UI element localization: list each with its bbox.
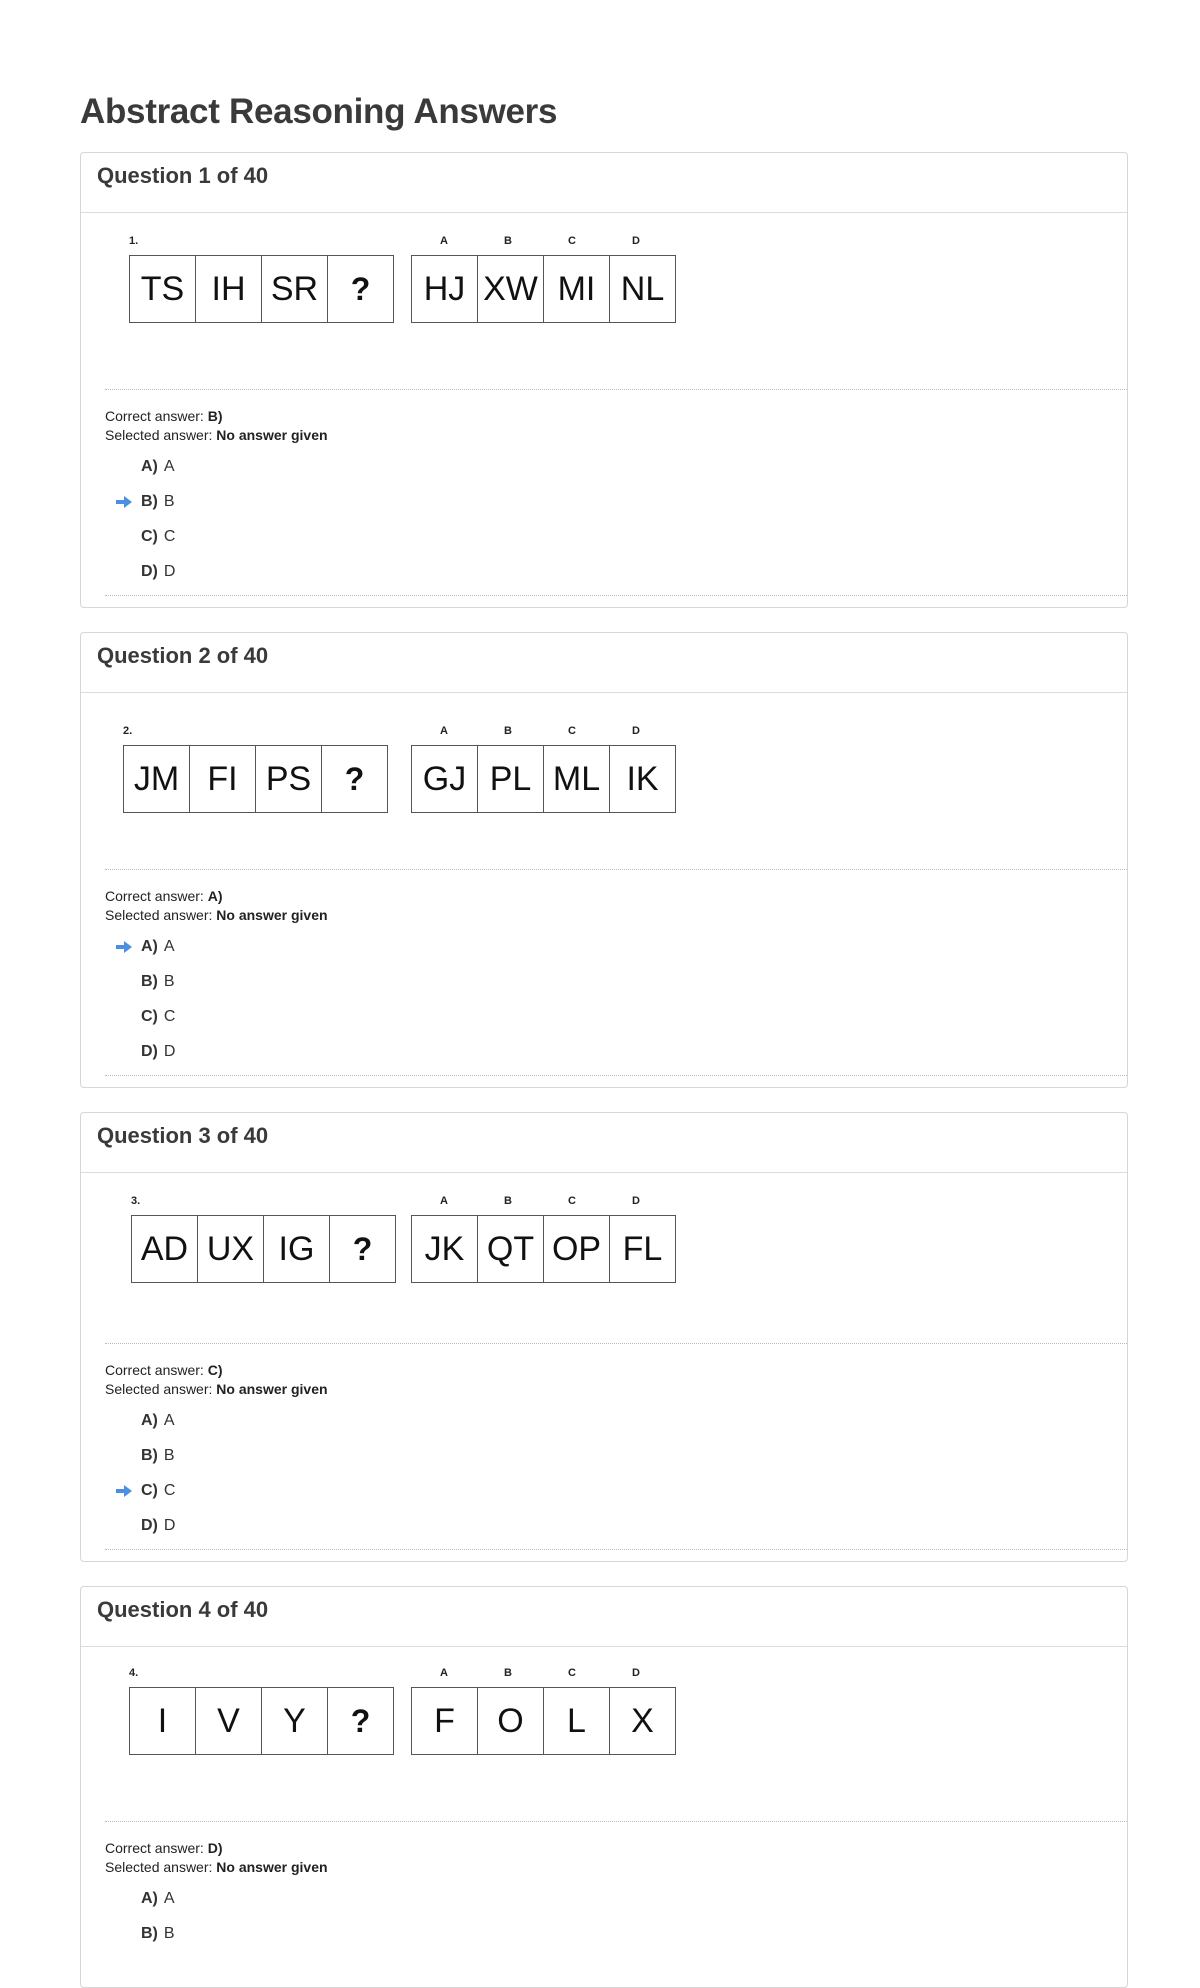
sequence-cell: IG <box>263 1215 330 1283</box>
option-header: C <box>568 235 576 247</box>
sequence-cell: Y <box>261 1687 328 1755</box>
option-cells <box>411 1215 676 1283</box>
answer-choice[interactable] <box>115 1881 175 1916</box>
question-body <box>81 1647 1127 1987</box>
option-cell: ML <box>543 745 610 813</box>
correct-arrow-icon <box>115 1484 141 1498</box>
question-title: Question 2 of 40 <box>97 643 269 668</box>
answer-choice[interactable] <box>115 449 175 484</box>
option-cell: PL <box>477 745 544 813</box>
choice-letter: A) <box>141 457 158 475</box>
sequence-cell: IH <box>195 255 262 323</box>
missing-cell: ? <box>329 1215 396 1283</box>
sequence-cell: AD <box>131 1215 198 1283</box>
option-header: A <box>440 725 448 737</box>
option-cell: QT <box>477 1215 544 1283</box>
answer-choice[interactable] <box>115 554 175 589</box>
option-header: D <box>632 1195 640 1207</box>
question-body <box>81 213 1127 607</box>
question-body <box>81 1173 1127 1561</box>
selected-answer-label: Selected answer: <box>105 427 217 443</box>
correct-answer-label: Correct answer: <box>105 888 208 904</box>
option-header: D <box>632 1667 640 1679</box>
answer-choice[interactable] <box>115 1403 175 1438</box>
correct-answer-label: Correct answer: <box>105 408 208 424</box>
option-header: A <box>440 1667 448 1679</box>
divider <box>105 1549 1127 1550</box>
question-number: 4. <box>129 1667 139 1679</box>
question-header <box>81 153 1127 213</box>
divider <box>105 389 1127 390</box>
option-cell: XW <box>477 255 544 323</box>
option-header: B <box>504 1195 512 1207</box>
option-cell: F <box>411 1687 478 1755</box>
choice-text: C <box>163 1481 176 1499</box>
answer-choice[interactable] <box>115 519 175 554</box>
choice-letter: A) <box>141 1411 158 1429</box>
selected-answer-label: Selected answer: <box>105 907 217 923</box>
question-title: Question 1 of 40 <box>97 163 269 188</box>
correct-answer-value: B) <box>207 408 223 424</box>
correct-answer-line <box>105 407 328 426</box>
option-cell: X <box>609 1687 676 1755</box>
choice-letter: C) <box>141 1481 158 1499</box>
choice-text: A <box>163 457 175 475</box>
option-header: A <box>440 235 448 247</box>
answer-choice[interactable] <box>115 964 175 999</box>
option-header: C <box>568 725 576 737</box>
question-title: Question 3 of 40 <box>97 1123 269 1148</box>
question-title: Question 4 of 40 <box>97 1597 269 1622</box>
option-cells <box>411 1687 676 1755</box>
choice-text: A <box>163 937 175 955</box>
option-cell: MI <box>543 255 610 323</box>
missing-cell: ? <box>327 1687 394 1755</box>
selected-answer-value: No answer given <box>216 1859 328 1875</box>
answer-choice[interactable] <box>115 1916 175 1951</box>
answer-choice[interactable] <box>115 1508 175 1543</box>
option-header: B <box>504 235 512 247</box>
selected-answer-line <box>105 426 328 445</box>
question-header <box>81 633 1127 693</box>
question-panel <box>80 632 1128 1088</box>
sequence-cell: UX <box>197 1215 264 1283</box>
question-header <box>81 1587 1127 1647</box>
choice-letter: D) <box>141 1042 158 1060</box>
choice-text: B <box>163 1924 175 1942</box>
answer-choices <box>115 929 175 1069</box>
choice-letter: A) <box>141 1889 158 1907</box>
answer-choice[interactable] <box>115 484 175 519</box>
answer-choices <box>115 1881 175 1951</box>
sequence-cells <box>123 745 388 813</box>
divider <box>105 1075 1127 1076</box>
page-title: Abstract Reasoning Answers <box>80 92 558 131</box>
sequence-cell: JM <box>123 745 190 813</box>
option-cell: L <box>543 1687 610 1755</box>
sequence-cell: TS <box>129 255 196 323</box>
option-cell: O <box>477 1687 544 1755</box>
answer-choices <box>115 449 175 589</box>
missing-cell: ? <box>321 745 388 813</box>
choice-letter: D) <box>141 1516 158 1534</box>
answer-choice[interactable] <box>115 999 175 1034</box>
divider <box>105 869 1127 870</box>
selected-answer-value: No answer given <box>216 1381 328 1397</box>
question-number: 2. <box>123 725 133 737</box>
choice-text: D <box>163 1042 176 1060</box>
selected-answer-line <box>105 906 328 925</box>
sequence-cells <box>129 255 394 323</box>
divider <box>105 595 1127 596</box>
question-number: 3. <box>131 1195 141 1207</box>
option-header: C <box>568 1195 576 1207</box>
option-cells <box>411 255 676 323</box>
answer-choice[interactable] <box>115 1438 175 1473</box>
option-cells <box>411 745 676 813</box>
sequence-cells <box>131 1215 396 1283</box>
choice-text: B <box>163 1446 175 1464</box>
question-number: 1. <box>129 235 139 247</box>
missing-cell: ? <box>327 255 394 323</box>
sequence-cells <box>129 1687 394 1755</box>
choice-text: D <box>163 1516 176 1534</box>
choice-text: D <box>163 562 176 580</box>
answer-info <box>105 1361 328 1399</box>
question-panel <box>80 1112 1128 1562</box>
selected-answer-value: No answer given <box>216 427 328 443</box>
question-body <box>81 693 1127 1087</box>
choice-letter: B) <box>141 1446 158 1464</box>
sequence-cell: V <box>195 1687 262 1755</box>
answer-choices <box>115 1403 175 1543</box>
question-panel <box>80 152 1128 608</box>
sequence-cell: I <box>129 1687 196 1755</box>
choice-letter: D) <box>141 562 158 580</box>
option-cell: NL <box>609 255 676 323</box>
selected-answer-label: Selected answer: <box>105 1859 217 1875</box>
divider <box>105 1821 1127 1822</box>
option-cell: IK <box>609 745 676 813</box>
question-panel <box>80 1586 1128 1988</box>
selected-answer-line <box>105 1380 328 1399</box>
choice-letter: A) <box>141 937 158 955</box>
correct-answer-line <box>105 1839 328 1858</box>
selected-answer-value: No answer given <box>216 907 328 923</box>
option-header: D <box>632 725 640 737</box>
answer-choice[interactable] <box>115 1473 175 1508</box>
question-header <box>81 1113 1127 1173</box>
option-cell: FL <box>609 1215 676 1283</box>
selected-answer-line <box>105 1858 328 1877</box>
choice-letter: B) <box>141 1924 158 1942</box>
answer-info <box>105 1839 328 1877</box>
choice-letter: C) <box>141 1007 158 1025</box>
choice-letter: C) <box>141 527 158 545</box>
option-cell: OP <box>543 1215 610 1283</box>
option-cell: GJ <box>411 745 478 813</box>
choice-letter: B) <box>141 972 158 990</box>
choice-text: B <box>163 972 175 990</box>
answer-choice[interactable] <box>115 1034 175 1069</box>
answer-choice[interactable] <box>115 929 175 964</box>
correct-answer-line <box>105 1361 328 1380</box>
correct-answer-label: Correct answer: <box>105 1840 208 1856</box>
correct-answer-value: C) <box>207 1362 223 1378</box>
answer-info <box>105 407 328 445</box>
choice-letter: B) <box>141 492 158 510</box>
correct-arrow-icon <box>115 940 141 954</box>
option-header: D <box>632 235 640 247</box>
choice-text: A <box>163 1411 175 1429</box>
correct-answer-label: Correct answer: <box>105 1362 208 1378</box>
correct-arrow-icon <box>115 495 141 509</box>
option-header: B <box>504 1667 512 1679</box>
divider <box>105 1343 1127 1344</box>
option-header: B <box>504 725 512 737</box>
option-header: A <box>440 1195 448 1207</box>
choice-text: A <box>163 1889 175 1907</box>
correct-answer-value: D) <box>207 1840 223 1856</box>
sequence-cell: FI <box>189 745 256 813</box>
correct-answer-value: A) <box>207 888 223 904</box>
option-header: C <box>568 1667 576 1679</box>
sequence-cell: SR <box>261 255 328 323</box>
sequence-cell: PS <box>255 745 322 813</box>
selected-answer-label: Selected answer: <box>105 1381 217 1397</box>
option-cell: JK <box>411 1215 478 1283</box>
choice-text: C <box>163 1007 176 1025</box>
correct-answer-line <box>105 887 328 906</box>
answer-info <box>105 887 328 925</box>
choice-text: B <box>163 492 175 510</box>
option-cell: HJ <box>411 255 478 323</box>
choice-text: C <box>163 527 176 545</box>
